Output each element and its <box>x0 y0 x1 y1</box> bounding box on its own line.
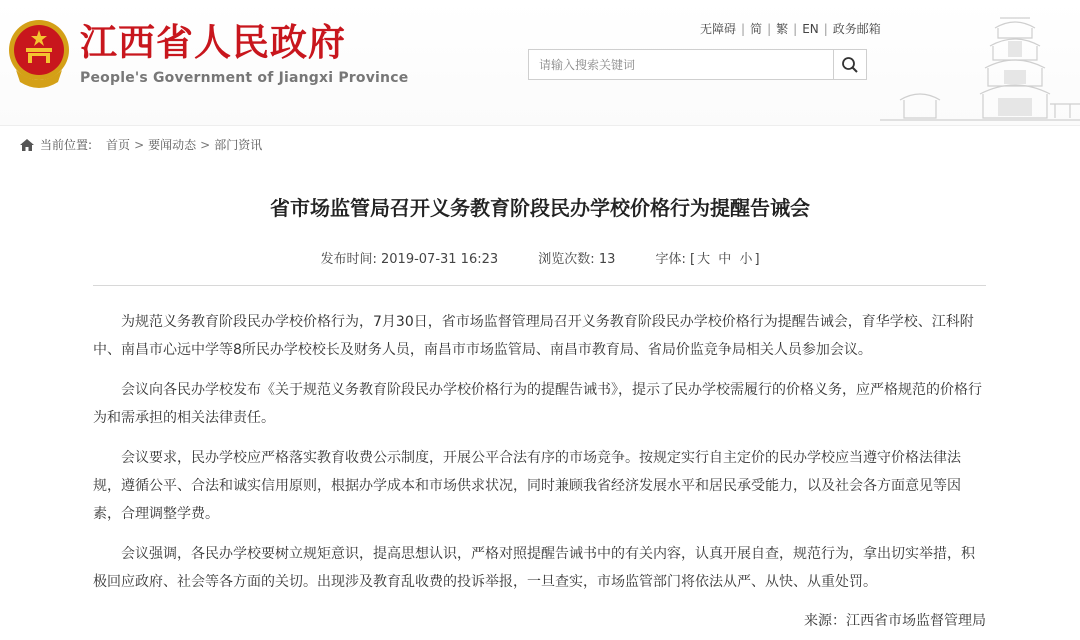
site-header <box>0 0 1080 126</box>
site-title[interactable]: 江西省人民政府 <box>80 20 346 64</box>
breadcrumb-home[interactable]: 首页 <box>106 138 131 152</box>
english-link[interactable]: EN <box>802 22 819 36</box>
breadcrumb-lead: 当前位置: <box>40 138 93 152</box>
search-icon <box>841 56 859 74</box>
site-subtitle: People's Government of Jiangxi Province <box>80 70 409 86</box>
article-body <box>93 308 986 608</box>
article-source: 来源：江西省市场监督管理局 <box>804 613 986 629</box>
divider <box>93 285 986 286</box>
breadcrumb-separator: > <box>200 137 211 152</box>
paragraph: 为规范义务教育阶段民办学校价格行为，7月30日，省市场监督管理局召开义务教育阶段民办学校价格行为提醒告诫会，育华学校、江科附中、南昌市心远中学等8所民办学校校长及财务人员，南昌市市场监管局、南昌市教育局、省局价监竞争局相关人员参加会议。 <box>93 314 974 358</box>
pavilion-skyline-decoration <box>880 8 1080 125</box>
search-button[interactable] <box>833 50 866 79</box>
accessibility-link[interactable]: 无障碍 <box>700 22 737 36</box>
paragraph: 会议向各民办学校发布《关于规范义务教育阶段民办学校价格行为的提醒告诫书》，提示了民办学校需履行的价格义务，应严格规范的价格行为和需承担的相关法律责任。 <box>93 382 982 426</box>
breadcrumb-separator: > <box>134 137 145 152</box>
search-box <box>528 49 867 80</box>
traditional-chinese-link[interactable]: 繁 <box>776 22 789 36</box>
search-input[interactable] <box>529 50 835 79</box>
paragraph: 会议强调，各民办学校要树立规矩意识，提高思想认识，严格对照提醒告诫书中的有关内容，认真开展自查，规范行为，拿出切实举措，积极回应政府、社会等各方面的关切。出现涉及教育乱收费的投诉举报，一旦查实，市场监管部门将依法从严、从快、从重处罚。 <box>93 546 975 590</box>
font-large-button[interactable]: 大 <box>697 252 711 267</box>
article-meta <box>0 248 1080 267</box>
gov-mailbox-link[interactable]: 政务邮箱 <box>832 22 881 36</box>
font-size-control: 字体: [ 大 中 小 ] <box>655 252 760 267</box>
view-count: 浏览次数: 13 <box>538 252 616 267</box>
breadcrumb-dept-news[interactable]: 部门资讯 <box>214 138 263 152</box>
breadcrumb-news[interactable]: 要闻动态 <box>148 138 197 152</box>
font-medium-button[interactable]: 中 <box>718 252 732 267</box>
top-links: 无障碍 | 简 | 繁 | EN | 政务邮箱 <box>700 22 881 36</box>
breadcrumb <box>20 136 262 153</box>
font-small-button[interactable]: 小 <box>739 252 753 267</box>
article-title: 省市场监管局召开义务教育阶段民办学校价格行为提醒告诫会 <box>270 196 810 220</box>
paragraph: 会议要求，民办学校应严格落实教育收费公示制度，开展公平合法有序的市场竞争。按规定实行自主定价的民办学校应当遵守价格法律法规，遵循公平、合法和诚实信用原则，根据办学成本和市场供求状况，同时兼顾我省经济发展水平和居民承受能力，以及社会各方面意见等因素，合理调整学费。 <box>93 450 961 522</box>
publish-time: 发布时间: 2019-07-31 16:23 <box>320 252 499 267</box>
home-icon <box>20 139 34 151</box>
national-emblem-icon <box>6 16 72 92</box>
simplified-chinese-link[interactable]: 简 <box>750 22 763 36</box>
